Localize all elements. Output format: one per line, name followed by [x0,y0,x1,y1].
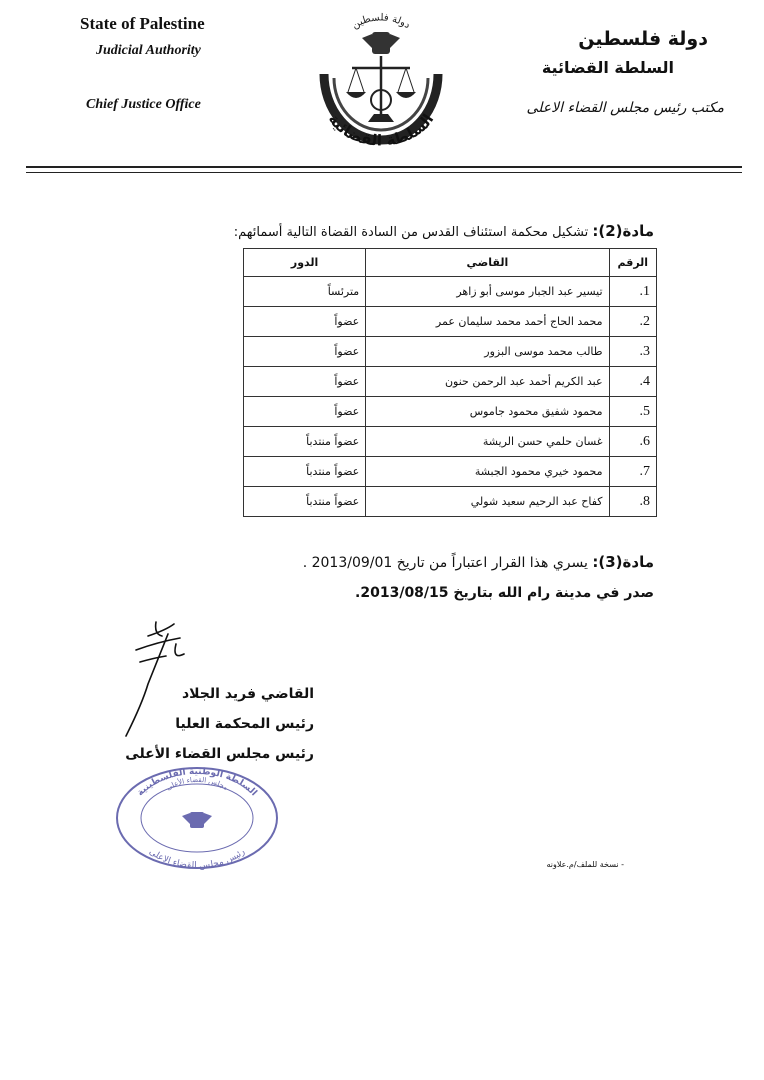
judge-name: غسان حلمي حسن الريشة [366,427,609,457]
article-2-text: تشكيل محكمة استئناف القدس من السادة القضاة التالية أسمائهم: [233,225,593,240]
table-header-row [244,249,657,277]
header-divider-thick [26,166,742,168]
judge-role: عضواً منتدباً [244,487,366,517]
judge-role: عضواً منتدباً [244,457,366,487]
table-row [244,337,657,367]
table-row [244,487,657,517]
signatory-title-2: رئيس مجلس القضاء الأعلى [125,746,314,762]
arabic-country-name: دولة فلسطين [578,28,708,50]
row-number: 7. [609,457,656,487]
arabic-office-name: مكتب رئيس مجلس القضاء الاعلى [526,100,724,116]
judge-name: عبد الكريم أحمد عبد الرحمن حنون [366,367,609,397]
signatory-title-1: رئيس المحكمة العليا [175,716,314,732]
row-number: 5. [609,397,656,427]
judge-role: عضواً منتدباً [244,427,366,457]
header-role: الدور [244,249,366,277]
emblem-bottom-text: السلطة القضائية [324,110,438,150]
judge-name: تيسير عبد الجبار موسى أبو زاهر [366,277,609,307]
file-copy-note: - نسخة للملف/م.علاونه [546,860,624,869]
stamp-inner-text: مجلس القضاء الأعلى [164,775,230,792]
svg-text:دولة فلسطين [350,12,412,31]
row-number: 4. [609,367,656,397]
judge-role: عضواً [244,367,366,397]
emblem-top-text: دولة فلسطين [350,12,413,32]
row-number: 3. [609,337,656,367]
english-country-name: State of Palestine [80,14,205,33]
english-office-name: Chief Justice Office [86,97,201,112]
header-judge: القاضي [366,249,609,277]
judge-name: محمد الحاج أحمد محمد سليمان عمر [366,307,609,337]
row-number: 2. [609,307,656,337]
judge-role: مترئساً [244,277,366,307]
table-row [244,457,657,487]
table-row [244,427,657,457]
header-divider-thin [26,172,742,173]
header-number: الرقم [609,249,656,277]
judge-role: عضواً [244,397,366,427]
row-number: 6. [609,427,656,457]
article-2-label: مادة(2): [592,222,654,240]
signatory-name: القاضي فريد الجلاد [181,686,314,702]
article-2 [234,222,654,240]
judges-table [243,248,657,517]
arabic-authority-name: السلطة القضائية [541,58,674,77]
stamp-outer-text: السلطة الوطنية الفلسطينية [135,766,259,799]
official-stamp [112,762,282,870]
article-3-text: يسري هذا القرار اعتباراً من تاريخ 2013/09/01 . [302,555,593,571]
stamp-bottom-text: رئيس مجلس القضاء الاعلى [146,846,248,870]
row-number: 8. [609,487,656,517]
english-authority-name: Judicial Authority [96,43,201,58]
table-row [244,397,657,427]
table-row [244,367,657,397]
judge-role: عضواً [244,337,366,367]
judge-role: عضواً [244,307,366,337]
judge-name: محمود خيري محمود الجبشة [366,457,609,487]
judicial-emblem-logo [310,4,452,156]
judge-name: طالب محمد موسى البزور [366,337,609,367]
table-row [244,277,657,307]
issued-statement: صدر في مدينة رام الله بتاريخ 2013/08/15. [355,585,654,601]
judge-name: محمود شفيق محمود جاموس [366,397,609,427]
judge-name: كفاح عبد الرحيم سعيد شولي [366,487,609,517]
article-3-label: مادة(3): [592,553,654,571]
svg-text:رئيس مجلس القضاء الاعلى [147,847,247,870]
table-row [244,307,657,337]
article-3 [303,553,654,571]
row-number: 1. [609,277,656,307]
